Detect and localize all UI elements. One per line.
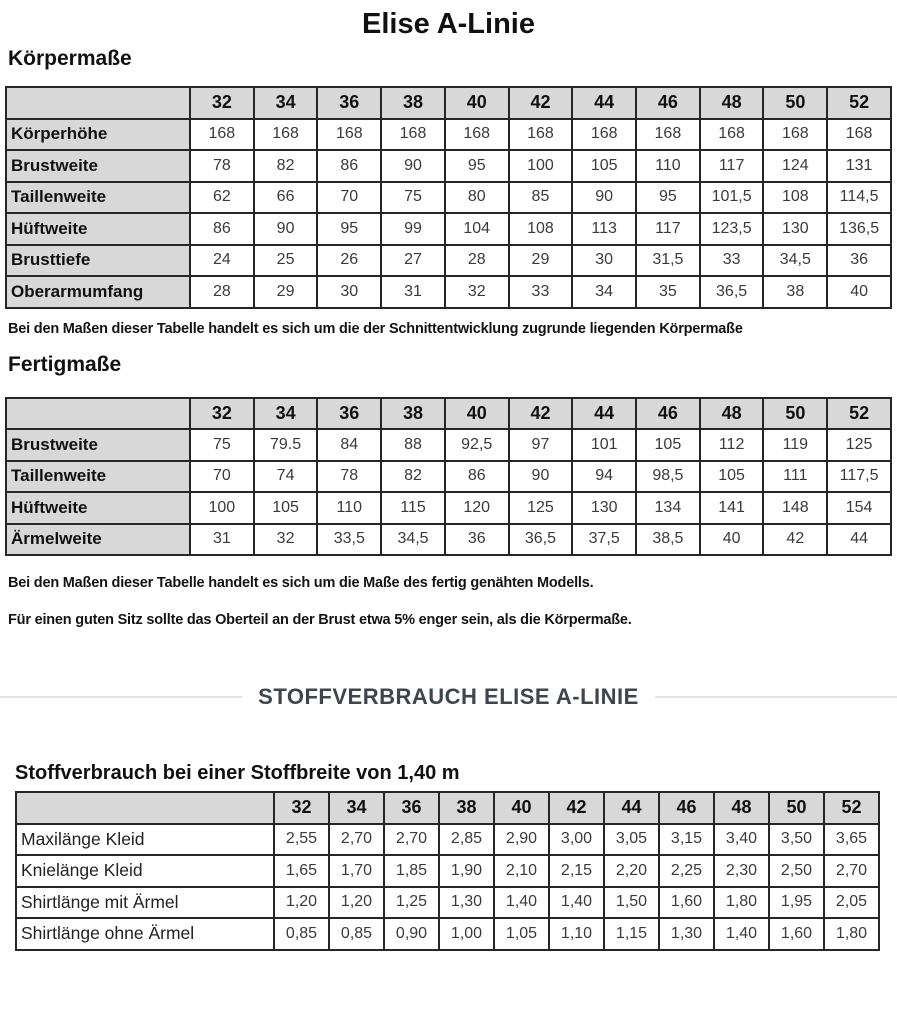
section-heading-koerpermasse: Körpermaße: [8, 47, 132, 70]
measurement-cell: 2,90: [494, 824, 549, 856]
table-row: [6, 492, 891, 524]
size-header-empty-cell: [6, 398, 190, 430]
row-label: Körperhöhe: [6, 119, 190, 151]
size-header-cell: 42: [549, 792, 604, 824]
measurement-cell: 2,70: [384, 824, 439, 856]
measurement-cell: 80: [445, 182, 509, 214]
measurement-cell: 101,5: [700, 182, 764, 214]
table-row: [6, 245, 891, 277]
row-label: Hüftweite: [6, 492, 190, 524]
measurement-cell: 82: [254, 150, 318, 182]
measurement-cell: 1,40: [494, 887, 549, 919]
measurement-cell: 1,60: [659, 887, 714, 919]
measurement-cell: 40: [827, 276, 891, 308]
divider-rule-left: [0, 696, 242, 698]
measurement-cell: 2,05: [824, 887, 879, 919]
measurement-cell: 85: [509, 182, 573, 214]
measurement-cell: 113: [572, 213, 636, 245]
measurement-cell: 1,20: [329, 887, 384, 919]
measurement-cell: 28: [445, 245, 509, 277]
measurement-cell: 3,65: [824, 824, 879, 856]
table-row: [6, 276, 891, 308]
measurement-cell: 119: [763, 429, 827, 461]
measurement-cell: 99: [381, 213, 445, 245]
measurement-cell: 90: [254, 213, 318, 245]
measurement-cell: 168: [509, 119, 573, 151]
measurement-cell: 0,85: [329, 918, 384, 950]
measurement-cell: 82: [381, 461, 445, 493]
size-header-cell: 48: [700, 398, 764, 430]
size-header-cell: 44: [604, 792, 659, 824]
measurement-cell: 38,5: [636, 524, 700, 556]
row-label: Brusttiefe: [6, 245, 190, 277]
measurement-cell: 44: [827, 524, 891, 556]
measurement-cell: 2,15: [549, 855, 604, 887]
section-heading-fertigmasse: Fertigmaße: [8, 352, 122, 376]
measurement-cell: 94: [572, 461, 636, 493]
measurement-cell: 32: [254, 524, 318, 556]
measurement-cell: 130: [572, 492, 636, 524]
row-label: Hüftweite: [6, 213, 190, 245]
table-row: [6, 429, 891, 461]
measurement-cell: 2,10: [494, 855, 549, 887]
measurement-cell: 1,10: [549, 918, 604, 950]
measurement-cell: 98,5: [636, 461, 700, 493]
measurement-cell: 105: [572, 150, 636, 182]
measurement-cell: 136,5: [827, 213, 891, 245]
measurement-cell: 101: [572, 429, 636, 461]
measurement-cell: 88: [381, 429, 445, 461]
size-header-cell: 38: [381, 87, 445, 119]
row-label: Brustweite: [6, 150, 190, 182]
measurement-cell: 42: [763, 524, 827, 556]
measurement-cell: 114,5: [827, 182, 891, 214]
measurement-cell: 37,5: [572, 524, 636, 556]
size-header-cell: 46: [636, 398, 700, 430]
measurement-cell: 97: [509, 429, 573, 461]
measurement-cell: 2,30: [714, 855, 769, 887]
measurement-cell: 0,85: [274, 918, 329, 950]
measurement-cell: 125: [509, 492, 573, 524]
measurement-cell: 115: [381, 492, 445, 524]
section-divider: [0, 682, 897, 712]
measurement-cell: 1,20: [274, 887, 329, 919]
table-row: [16, 824, 879, 856]
size-header-cell: 48: [714, 792, 769, 824]
measurement-cell: 1,40: [714, 918, 769, 950]
measurement-cell: 35: [636, 276, 700, 308]
measurement-cell: 1,80: [714, 887, 769, 919]
table-row: [16, 918, 879, 950]
measurement-cell: 1,30: [439, 887, 494, 919]
size-header-cell: 52: [827, 87, 891, 119]
measurement-cell: 36,5: [509, 524, 573, 556]
size-header-cell: 40: [494, 792, 549, 824]
row-label: Taillenweite: [6, 182, 190, 214]
row-label: Knielänge Kleid: [16, 855, 274, 887]
measurement-cell: 141: [700, 492, 764, 524]
measurement-cell: 112: [700, 429, 764, 461]
measurement-cell: 168: [700, 119, 764, 151]
measurement-cell: 108: [763, 182, 827, 214]
measurement-cell: 1,50: [604, 887, 659, 919]
measurement-cell: 1,85: [384, 855, 439, 887]
measurement-cell: 1,00: [439, 918, 494, 950]
measurement-cell: 124: [763, 150, 827, 182]
measurement-cell: 28: [190, 276, 254, 308]
measurement-cell: 86: [445, 461, 509, 493]
measurement-cell: 74: [254, 461, 318, 493]
measurement-cell: 78: [190, 150, 254, 182]
measurement-cell: 0,90: [384, 918, 439, 950]
measurement-cell: 168: [636, 119, 700, 151]
measurement-cell: 168: [254, 119, 318, 151]
measurement-cell: 2,70: [824, 855, 879, 887]
measurement-cell: 168: [572, 119, 636, 151]
measurement-cell: 24: [190, 245, 254, 277]
size-header-cell: 42: [509, 87, 573, 119]
size-header-cell: 52: [824, 792, 879, 824]
measurement-cell: 95: [445, 150, 509, 182]
size-header-cell: 42: [509, 398, 573, 430]
table-row: [16, 887, 879, 919]
row-label: Taillenweite: [6, 461, 190, 493]
measurement-cell: 36: [827, 245, 891, 277]
size-header-cell: 36: [317, 398, 381, 430]
body-measurements-table: [5, 86, 892, 309]
measurement-cell: 1,15: [604, 918, 659, 950]
measurement-cell: 27: [381, 245, 445, 277]
measurement-cell: 34,5: [381, 524, 445, 556]
measurement-cell: 108: [509, 213, 573, 245]
measurement-cell: 3,15: [659, 824, 714, 856]
size-header-cell: 32: [274, 792, 329, 824]
measurement-cell: 110: [636, 150, 700, 182]
measurement-cell: 75: [190, 429, 254, 461]
measurement-cell: 78: [317, 461, 381, 493]
measurement-cell: 66: [254, 182, 318, 214]
measurement-cell: 168: [763, 119, 827, 151]
measurement-cell: 70: [317, 182, 381, 214]
row-label: Brustweite: [6, 429, 190, 461]
size-header-cell: 36: [384, 792, 439, 824]
measurement-cell: 26: [317, 245, 381, 277]
measurement-cell: 130: [763, 213, 827, 245]
measurement-cell: 105: [636, 429, 700, 461]
measurement-cell: 92,5: [445, 429, 509, 461]
measurement-cell: 31,5: [636, 245, 700, 277]
size-header-cell: 48: [700, 87, 764, 119]
measurement-cell: 117: [700, 150, 764, 182]
measurement-cell: 40: [700, 524, 764, 556]
measurement-cell: 1,25: [384, 887, 439, 919]
measurement-cell: 168: [381, 119, 445, 151]
table-row: [6, 524, 891, 556]
size-header-cell: 34: [254, 398, 318, 430]
measurement-cell: 30: [572, 245, 636, 277]
row-label: Shirtlänge ohne Ärmel: [16, 918, 274, 950]
measurement-cell: 1,80: [824, 918, 879, 950]
measurement-cell: 29: [254, 276, 318, 308]
row-label: Maxilänge Kleid: [16, 824, 274, 856]
fabric-usage-table: [15, 791, 880, 951]
measurement-cell: 3,05: [604, 824, 659, 856]
measurement-cell: 95: [317, 213, 381, 245]
size-header-cell: 40: [445, 398, 509, 430]
measurement-cell: 125: [827, 429, 891, 461]
size-header-cell: 32: [190, 398, 254, 430]
size-header-cell: 38: [439, 792, 494, 824]
measurement-cell: 3,00: [549, 824, 604, 856]
size-header-cell: 34: [329, 792, 384, 824]
size-header-cell: 46: [659, 792, 714, 824]
row-label: Ärmelweite: [6, 524, 190, 556]
note-fertigmasse-1: Bei den Maßen dieser Tabelle handelt es sich um die Maße des fertig genähten Modells.: [8, 575, 594, 591]
row-label: Shirtlänge mit Ärmel: [16, 887, 274, 919]
measurement-cell: 2,25: [659, 855, 714, 887]
measurement-cell: 120: [445, 492, 509, 524]
measurement-cell: 1,40: [549, 887, 604, 919]
measurement-cell: 33,5: [317, 524, 381, 556]
measurement-cell: 32: [445, 276, 509, 308]
size-header-cell: 32: [190, 87, 254, 119]
measurement-cell: 134: [636, 492, 700, 524]
measurement-cell: 34,5: [763, 245, 827, 277]
measurement-cell: 84: [317, 429, 381, 461]
measurement-cell: 100: [509, 150, 573, 182]
size-header-empty-cell: [16, 792, 274, 824]
note-fertigmasse-2: Für einen guten Sitz sollte das Oberteil an der Brust etwa 5% enger sein, als die Körpermaße.: [8, 612, 632, 628]
measurement-cell: 36: [445, 524, 509, 556]
measurement-cell: 1,70: [329, 855, 384, 887]
measurement-cell: 62: [190, 182, 254, 214]
table-row: [6, 461, 891, 493]
measurement-cell: 2,55: [274, 824, 329, 856]
measurement-cell: 110: [317, 492, 381, 524]
table-row: [6, 182, 891, 214]
measurement-cell: 1,65: [274, 855, 329, 887]
measurement-cell: 34: [572, 276, 636, 308]
measurement-cell: 168: [190, 119, 254, 151]
measurement-cell: 70: [190, 461, 254, 493]
size-header-empty-cell: [6, 87, 190, 119]
measurement-cell: 25: [254, 245, 318, 277]
measurement-cell: 30: [317, 276, 381, 308]
measurement-cell: 1,05: [494, 918, 549, 950]
measurement-cell: 131: [827, 150, 891, 182]
measurement-cell: 100: [190, 492, 254, 524]
finished-measurements-table: [5, 397, 892, 557]
measurement-cell: 105: [254, 492, 318, 524]
measurement-cell: 1,95: [769, 887, 824, 919]
divider-heading: STOFFVERBRAUCH ELISE A-LINIE: [258, 684, 639, 709]
size-header-cell: 46: [636, 87, 700, 119]
note-koerpermasse: Bei den Maßen dieser Tabelle handelt es sich um die der Schnittentwicklung zugrunde liegenden Körpermaße: [8, 320, 743, 337]
measurement-cell: 90: [381, 150, 445, 182]
page-title: Elise A-Linie: [362, 8, 535, 40]
measurement-cell: 1,90: [439, 855, 494, 887]
measurement-cell: 104: [445, 213, 509, 245]
measurement-cell: 117: [636, 213, 700, 245]
measurement-cell: 168: [827, 119, 891, 151]
measurement-cell: 1,30: [659, 918, 714, 950]
measurement-cell: 111: [763, 461, 827, 493]
size-header-cell: 50: [769, 792, 824, 824]
measurement-cell: 168: [317, 119, 381, 151]
size-header-cell: 40: [445, 87, 509, 119]
measurement-cell: 31: [190, 524, 254, 556]
measurement-cell: 31: [381, 276, 445, 308]
measurement-cell: 75: [381, 182, 445, 214]
measurement-cell: 2,70: [329, 824, 384, 856]
measurement-cell: 90: [572, 182, 636, 214]
section-heading-stoffverbrauch: Stoffverbrauch bei einer Stoffbreite von 1,40 m: [15, 762, 460, 784]
measurement-cell: 154: [827, 492, 891, 524]
measurement-cell: 36,5: [700, 276, 764, 308]
size-header-cell: 44: [572, 87, 636, 119]
divider-rule-right: [655, 696, 897, 698]
measurement-cell: 2,50: [769, 855, 824, 887]
table-row: [6, 119, 891, 151]
table-row: [6, 150, 891, 182]
measurement-cell: 123,5: [700, 213, 764, 245]
size-header-cell: 50: [763, 398, 827, 430]
measurement-cell: 2,20: [604, 855, 659, 887]
measurement-cell: 86: [317, 150, 381, 182]
row-label: Oberarmumfang: [6, 276, 190, 308]
size-header-cell: 44: [572, 398, 636, 430]
measurement-cell: 86: [190, 213, 254, 245]
size-header-cell: 36: [317, 87, 381, 119]
table-row: [16, 855, 879, 887]
measurement-cell: 95: [636, 182, 700, 214]
measurement-cell: 33: [509, 276, 573, 308]
size-header-cell: 50: [763, 87, 827, 119]
measurement-cell: 3,50: [769, 824, 824, 856]
measurement-cell: 33: [700, 245, 764, 277]
measurement-cell: 2,85: [439, 824, 494, 856]
measurement-cell: 1,60: [769, 918, 824, 950]
size-header-cell: 34: [254, 87, 318, 119]
measurement-cell: 117,5: [827, 461, 891, 493]
measurement-cell: 38: [763, 276, 827, 308]
measurement-cell: 105: [700, 461, 764, 493]
measurement-cell: 168: [445, 119, 509, 151]
size-header-cell: 52: [827, 398, 891, 430]
measurement-cell: 3,40: [714, 824, 769, 856]
table-row: [6, 213, 891, 245]
size-header-cell: 38: [381, 398, 445, 430]
measurement-cell: 148: [763, 492, 827, 524]
measurement-cell: 79.5: [254, 429, 318, 461]
measurement-cell: 90: [509, 461, 573, 493]
measurement-cell: 29: [509, 245, 573, 277]
